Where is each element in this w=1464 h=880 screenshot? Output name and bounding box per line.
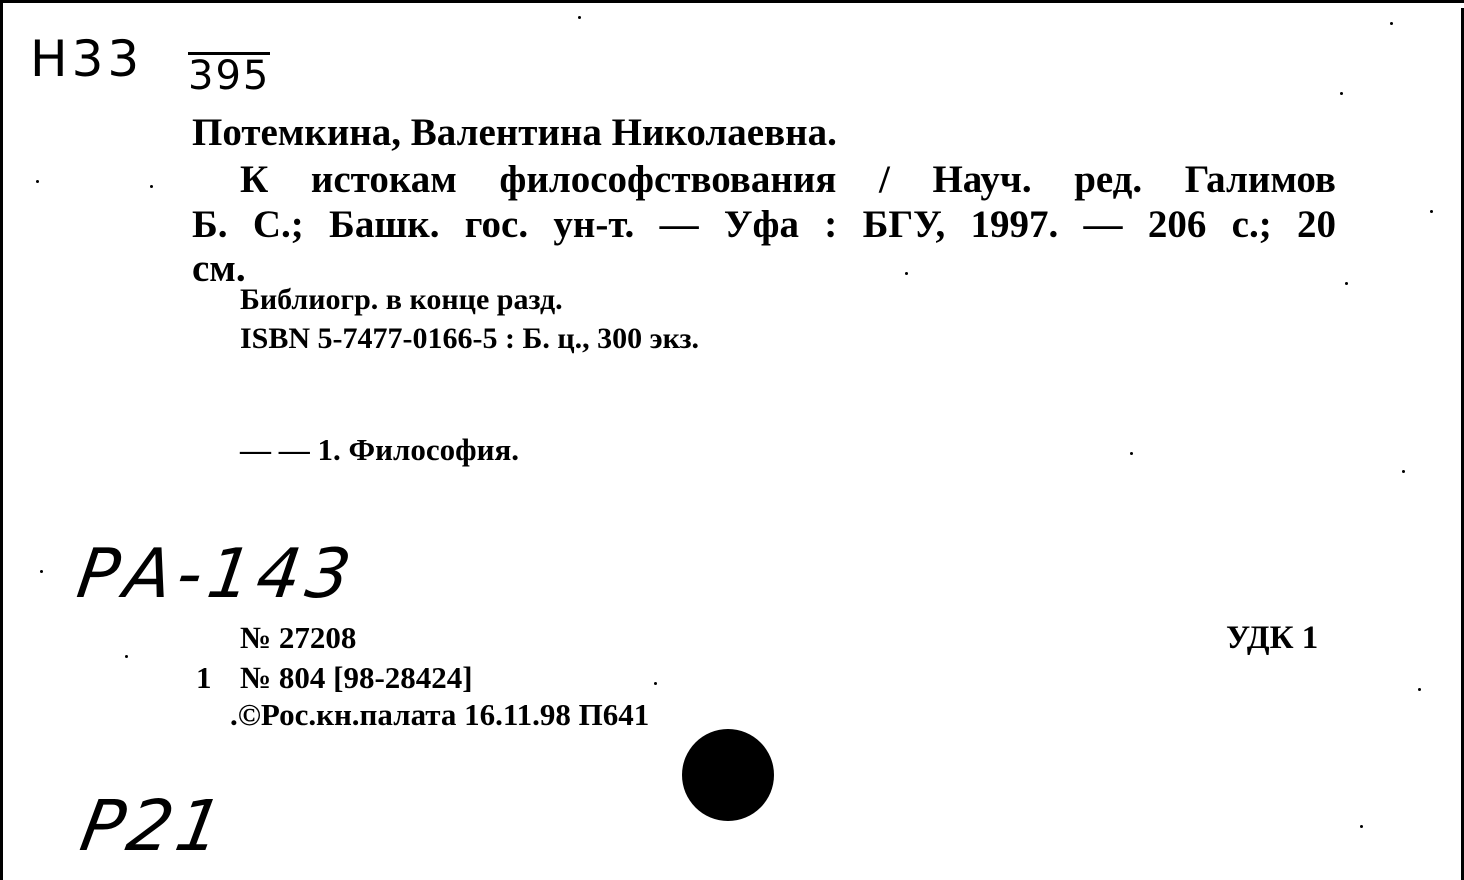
accession-number-1: № 27208 <box>240 620 357 655</box>
title-line-1: К истокам философствования / Науч. ред. Галимов <box>240 158 1336 201</box>
scan-speck <box>578 16 581 19</box>
title-line-3: см. <box>192 247 246 290</box>
scan-speck <box>654 682 657 685</box>
scan-speck <box>125 655 128 658</box>
scan-speck <box>1390 22 1393 25</box>
subject-heading: — — 1. Философия. <box>240 432 519 467</box>
scan-speck <box>1360 825 1363 828</box>
scan-speck <box>150 185 153 188</box>
scan-speck <box>1340 92 1343 95</box>
handwritten-inventory-code: РА-143 <box>72 535 362 614</box>
bibliography-note: Библиогр. в конце разд. <box>240 283 563 316</box>
scan-speck <box>40 570 43 573</box>
author-heading: Потемкина, Валентина Николаевна. <box>192 111 837 154</box>
accession-number-2: № 804 [98-28424] <box>240 660 473 695</box>
handwritten-shelf-mark: Р21 <box>74 785 233 867</box>
scan-speck <box>1402 470 1405 473</box>
scan-speck <box>1130 452 1133 455</box>
card-top-edge <box>0 0 1464 3</box>
scan-speck <box>1418 688 1421 691</box>
copy-count: 1 <box>196 660 212 695</box>
scan-speck <box>905 272 908 275</box>
copyright-line: .©Рос.кн.палата 16.11.98 П641 <box>230 697 650 732</box>
handwritten-cutter-number: 395 <box>188 53 271 99</box>
card-left-edge <box>0 0 3 880</box>
udc-classification: УДК 1 <box>1226 620 1319 656</box>
punch-hole <box>682 729 774 821</box>
scan-speck <box>1345 282 1348 285</box>
title-line-2: Б. С.; Башк. гос. ун-т. — Уфа : БГУ, 1997. — 206 с.; 20 <box>192 203 1336 246</box>
handwritten-shelf-code: Н33 <box>30 30 144 88</box>
scan-speck <box>36 180 39 183</box>
scan-speck <box>1430 210 1433 213</box>
isbn-line: ISBN 5-7477-0166-5 : Б. ц., 300 экз. <box>240 322 700 355</box>
